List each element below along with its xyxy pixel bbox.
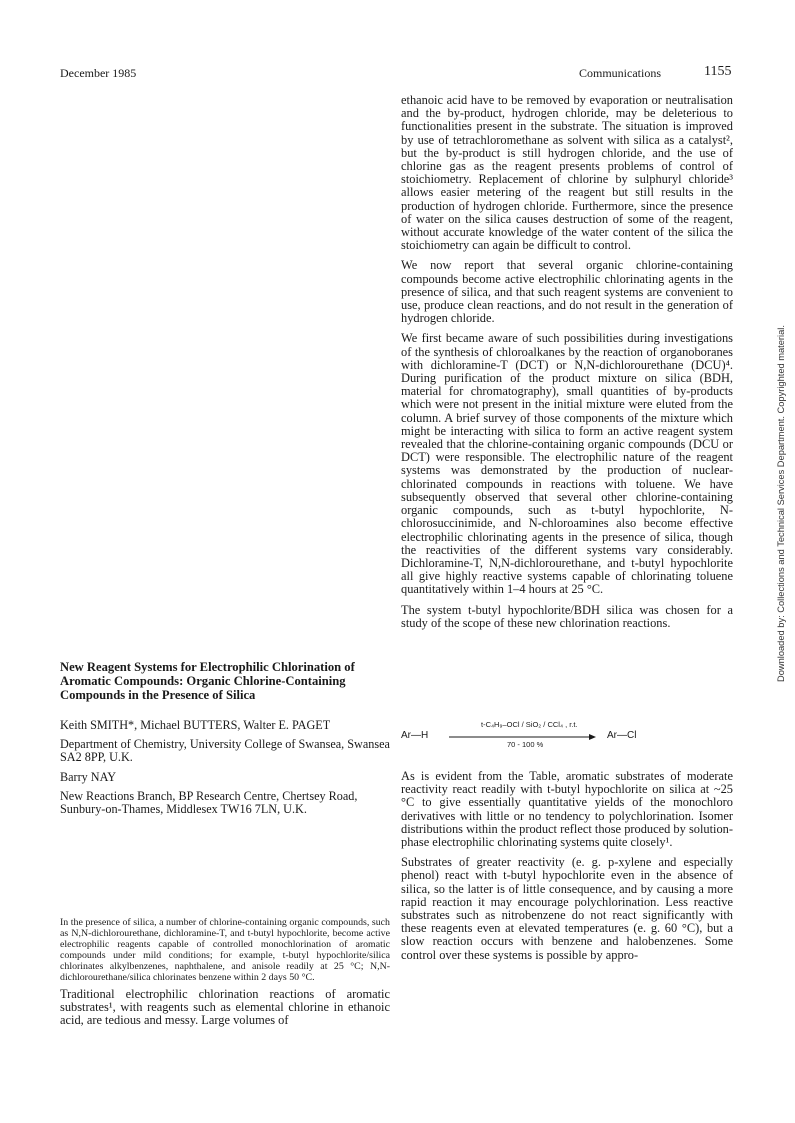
reactant: Ar—H (401, 730, 429, 741)
download-watermark: Downloaded by: Collections and Technical Services Department. Copyrighted material. (776, 325, 786, 682)
reaction-conditions: t-C₄H₉–OCl / SiO₂ / CCl₄ , r.t. (481, 720, 578, 729)
running-header-date: December 1985 (60, 66, 137, 80)
abstract: In the presence of silica, a number of chlorine-containing organic compounds, such as N,N-dichlorourethane, dichloramine-T, and t-butyl hypochlorite, become active electrophilic reagents capable of controlled monochlorination of aromatic compounds under mild conditions; for example, t-butyl hypochlorite/silica chlorinates alkylbenzenes, naphthalene, and anisole readily at 25 °C; N,N-dichlorourethane/silica chlorinates benzene within 2 days 50 °C. (60, 917, 390, 983)
article-title: New Reagent Systems for Electrophilic Chlorination of Aromatic Compounds: Organic Chlorine-Containing Compounds in the Presence of Silica (60, 660, 355, 702)
reaction-scheme (401, 720, 733, 750)
paragraph: Substrates of greater reactivity (e. g. p-xylene and especially phenol) react with t-butyl hypochlorite even in the absence of silica, so the latter is of little consequence, and by causing a more rapid reaction it may encourage polychlorination. Less reactive substrates such as nitrobenzene do not react significantly with these reagents even at elevated temperatures (e. g. 60 °C), but a slow reaction occurs with benzene and halobenzenes. Some control over these systems is possible by appro- (401, 855, 733, 962)
reaction-yield: 70 - 100 % (507, 740, 544, 749)
product: Ar—Cl (607, 730, 637, 741)
introduction-paragraph: Traditional electrophilic chlorination reactions of aromatic substrates¹, with reagents such as elemental chlorine in ethanoic acid, are tedious and messy. Large volumes of (60, 987, 390, 1028)
paragraph: The system t-butyl hypochlorite/BDH silica was chosen for a study of the scope of these new chlorination reactions. (401, 602, 733, 630)
affiliation-2: New Reactions Branch, BP Research Centre, Chertsey Road, Sunbury-on-Thames, Middlesex TW16 7LN, U.K. (60, 789, 358, 817)
paragraph: ethanoic acid have to be removed by evaporation or neutralisation and the by-product, hydrogen chloride, may be deleterious to functionalities present in the substrate. The situation is improved by use of tetrachloromethane as solvent with silica as a catalyst², but the by-product is still hydrogen chloride, and the use of chlorine gas as the reagent presents problems of control of stoichiometry. Replacement of chlorine by sulphuryl chloride³ allows easier metering of the reagent but still results in the production of hydrogen chloride. Furthermore, since the presence of water on the silica causes destruction of some of the reagent, without accurate knowledge of the water content of the silica the stoichiometry can again be difficult to control. (401, 93, 733, 253)
paragraph: As is evident from the Table, aromatic substrates of moderate reactivity react readily with t-butyl hypochlorite on silica at ~25 °C to give essentially quantitative yields of the monochloro derivatives with little or no tendency to polychlorination. Isomer distributions within the product reflect those produced by solution-phase electrophilic chlorinating systems quite closely¹. (401, 769, 733, 850)
affiliation-1: Department of Chemistry, University College of Swansea, Swansea SA2 8PP, U.K. (60, 737, 390, 765)
page-number: 1155 (704, 64, 732, 79)
authors-line-1: Keith SMITH*, Michael BUTTERS, Walter E. PAGET (60, 718, 331, 732)
running-header-section: Communications (579, 66, 661, 80)
paragraph: We now report that several organic chlorine-containing compounds become active electrophilic chlorinating agents in the presence of silica, and that such reagent systems are convenient to use, produce clean reactions, and do not result in the generation of hydrogen chloride. (401, 258, 733, 326)
right-column-lower (401, 770, 733, 962)
authors-line-2: Barry NAY (60, 770, 117, 784)
right-column-upper (401, 94, 733, 637)
paragraph: We first became aware of such possibilities during investigations of the synthesis of chloroalkanes by the reaction of organoboranes with dichloramine-T (DCT) or N,N-dichlorourethane (DCU)⁴. During purification of the product mixture on silica (BDH, material for chromatography), small quantities of by-products which were not present in the initial mixture were eluted from the column. A brief survey of those components of the mixture which might be interacting with silica to form an active reagent system revealed that the chlorine-containing organic compounds (DCU or DCT) were responsible. The electrophilic nature of the reagent systems was demonstrated by the production of nuclear-chlorinated compounds in reactions with toluene. We have subsequently observed that several other chlorine-containing organic compounds, such as t-butyl hypochlorite, N-chlorosuccinimide, and N-chloroamines also become effective electrophilic chlorinating agents in the presence of silica, though the reactivities of the different systems vary considerably. Dichloramine-T, N,N-dichlorourethane, and t-butyl hypochlorite all give highly reactive systems capable of chlorinating toluene quantitatively within 1–4 hours at 25 °C. (401, 331, 733, 597)
